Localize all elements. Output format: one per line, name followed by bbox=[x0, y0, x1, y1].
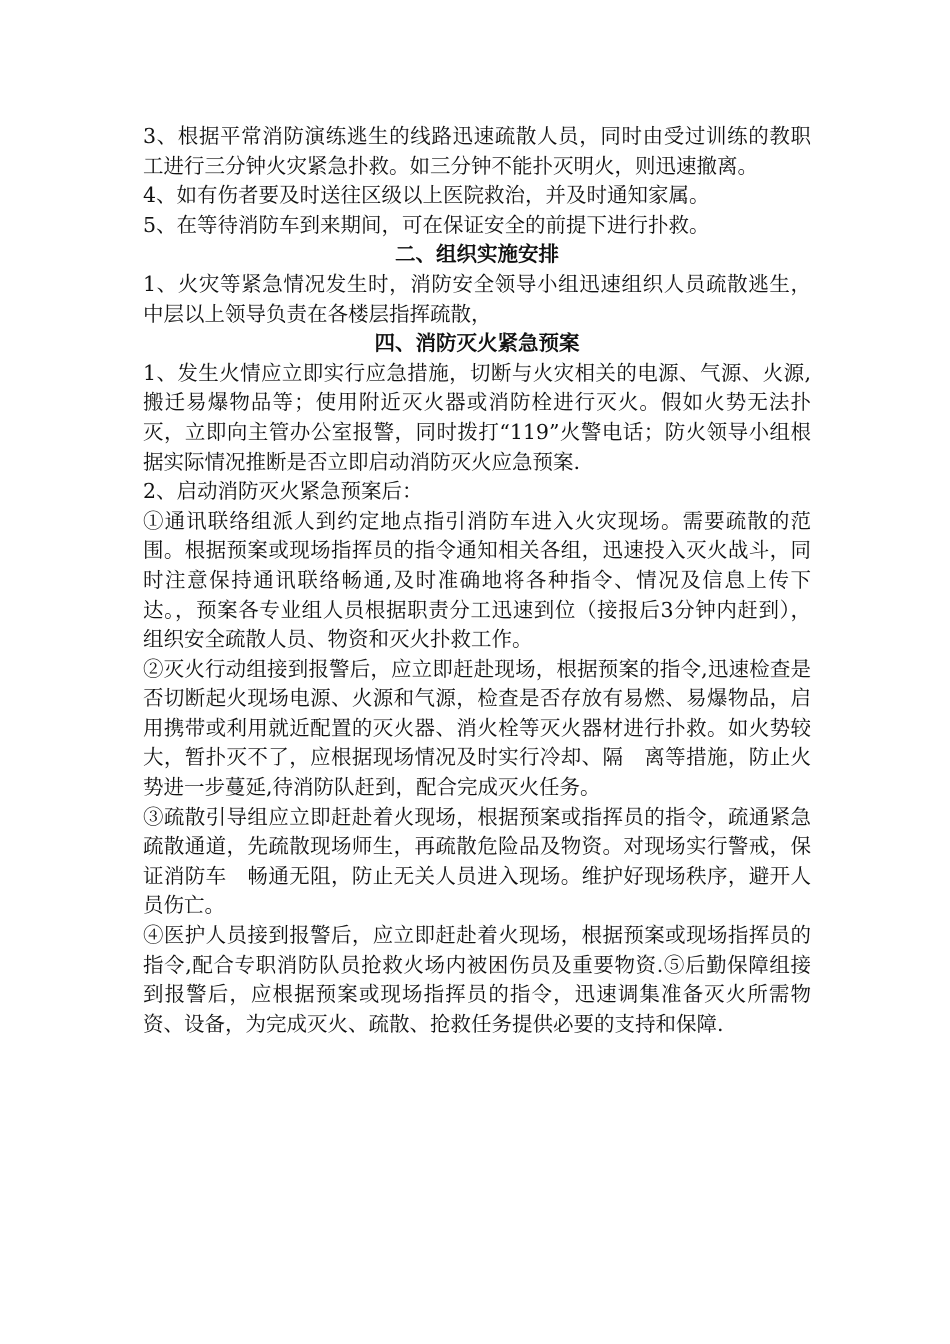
paragraph-4-injured: 4、如有伤者要及时送往区级以上医院救治，并及时通知家属。 bbox=[143, 183, 710, 208]
paragraph-team-evacuation: ③疏散引导组应立即赶赴着火现场，根据预案或指挥员的指令，疏通紧急疏散通道，先疏散现场师生，再疏散危险品及物资。对现场实行警戒，保证消防车 畅通无阻，防止无关人员进入现场。维护好现场秩序，避开人员伤亡。 bbox=[143, 804, 811, 918]
heading-fire-plan: 四、消防灭火紧急预案 bbox=[374, 331, 580, 356]
paragraph-team-communication: ①通讯联络组派人到约定地点指引消防车进入火灾现场。需要疏散的范围。根据预案或现场指挥员的指令通知相关各组，迅速投入灭火战斗，同时注意保持通讯联络畅通,及时准确地将各种指令、情况及信息上传下达。，预案各专业组人员根据职责分工迅速到位（接报后3分钟内赶到），组织安全疏散人员、物资和灭火扑救工作。 bbox=[143, 508, 811, 652]
heading-organization: 二、组织实施安排 bbox=[395, 242, 559, 267]
paragraph-plan-1: 1、发生火情应立即实行应急措施，切断与火灾相关的电源、气源、火源,搬迁易爆物品等；使用附近灭火器或消防栓进行灭火。假如火势无法扑灭，立即向主管办公室报警，同时拨打“119”火警电话；防火领导小组根据实际情况推断是否立即启动消防灭火应急预案. bbox=[143, 360, 811, 474]
document-page bbox=[143, 122, 811, 1039]
paragraph-plan-2: 2、启动消防灭火紧急预案后： bbox=[143, 479, 423, 504]
paragraph-team-firefighting: ②灭火行动组接到报警后，应立即赶赴现场，根据预案的指令,迅速检查是否切断起火现场电源、火源和气源，检查是否存放有易燃、易爆物品，启用携带或利用就近配置的灭火器、消火栓等灭火器材进行扑救。如火势较大，暂扑灭不了，应根据现场情况及时实行冷却、隔 离等措施，防止火势进一步蔓延,待消防队赶到，配合完成灭火任务。 bbox=[143, 656, 811, 800]
paragraph-3-evacuate: 3、根据平常消防演练逃生的线路迅速疏散人员，同时由受过训练的教职工进行三分钟火灾紧急扑救。如三分钟不能扑灭明火，则迅速撤离。 bbox=[143, 124, 811, 178]
paragraph-team-medical: ④医护人员接到报警后，应立即赶赴着火现场，根据预案或现场指挥员的指令,配合专职消防队员抢救火场内被困伤员及重要物资.⑤后勤保障组接到报警后，应根据预案或现场指挥员的指令，迅速调集准备灭火所需物资、设备，为完成灭火、疏散、抢救任务提供必要的支持和保障. bbox=[143, 923, 811, 1036]
paragraph-5-wait: 5、在等待消防车到来期间，可在保证安全的前提下进行扑救。 bbox=[143, 212, 710, 237]
paragraph-org-1: 1、火灾等紧急情况发生时，消防安全领导小组迅速组织人员疏散逃生，中层以上领导负责在各楼层指挥疏散， bbox=[143, 271, 811, 326]
